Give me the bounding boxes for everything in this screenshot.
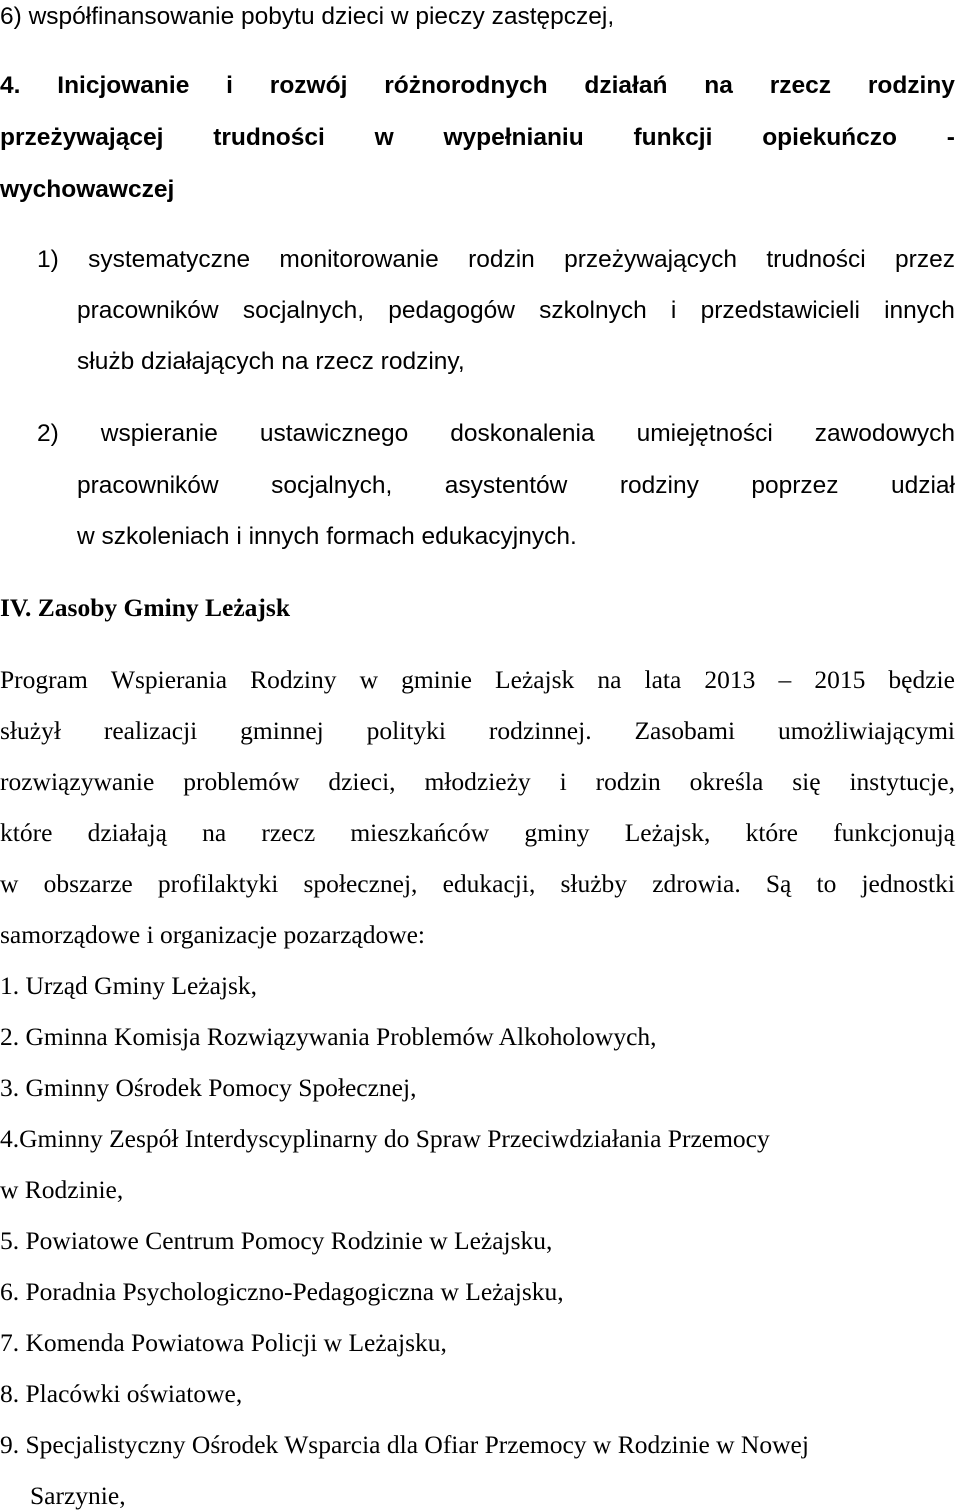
word: instytucje,: [849, 767, 955, 796]
word: na: [202, 818, 227, 847]
paragraph-line: [0, 820, 955, 846]
institution-item-continued: Sarzynie,: [30, 1481, 126, 1510]
word: innych: [884, 297, 955, 324]
word: -: [946, 124, 955, 151]
list-item-line: służb działających na rzecz rodziny,: [77, 348, 465, 375]
word: ustawicznego: [259, 420, 409, 447]
word: Inicjowanie: [57, 72, 190, 99]
word: 2): [37, 420, 59, 447]
word: Program: [0, 665, 88, 694]
word: gminy: [524, 818, 590, 847]
institution-item: 9. Specjalistyczny Ośrodek Wsparcia dla Ofiar Przemocy w Rodzinie w Nowej: [0, 1430, 809, 1459]
word: przeżywającej: [0, 124, 164, 151]
word: Rodziny: [250, 665, 337, 694]
word: lata: [644, 665, 682, 694]
word: pedagogów: [388, 297, 515, 324]
word: mieszkańców: [350, 818, 490, 847]
paragraph-line: [0, 871, 955, 897]
word: różnorodnych: [384, 72, 548, 99]
word: doskonalenia: [450, 420, 595, 447]
word: 2015: [814, 665, 866, 694]
word: opiekuńczo: [762, 124, 897, 151]
word: umiejętności: [636, 420, 773, 447]
institution-item: 4.Gminny Zespół Interdyscyplinarny do Spraw Przeciwdziałania Przemocy: [0, 1124, 770, 1153]
paragraph-line: samorządowe i organizacje pozarządowe:: [0, 920, 426, 949]
word: –: [778, 665, 792, 694]
word: monitorowanie: [279, 246, 439, 273]
word: umożliwiającymi: [777, 716, 955, 745]
word: będzie: [888, 665, 955, 694]
word: trudności: [213, 124, 325, 151]
word: w: [374, 124, 394, 151]
word: rodzin: [595, 767, 661, 796]
word: służył: [0, 716, 61, 745]
list-item-line: w szkoleniach i innych formach edukacyjnych.: [77, 523, 577, 550]
word: socjalnych,: [242, 297, 365, 324]
word: na: [704, 72, 733, 99]
word: Zasobami: [634, 716, 736, 745]
word: dzieci,: [328, 767, 396, 796]
word: się: [792, 767, 821, 796]
word: funkcji: [633, 124, 713, 151]
institution-item: 8. Placówki oświatowe,: [0, 1379, 243, 1408]
paragraph-line: [0, 718, 955, 744]
word: socjalnych,: [271, 472, 393, 499]
word: gminnej: [240, 716, 324, 745]
word: udział: [890, 472, 955, 499]
word: społecznej,: [303, 869, 418, 898]
section-heading-line: [0, 74, 955, 99]
institution-item: 2. Gminna Komisja Rozwiązywania Problemów Alkoholowych,: [0, 1022, 657, 1051]
word: 2013: [704, 665, 756, 694]
word: w: [359, 665, 379, 694]
word: przedstawicieli: [700, 297, 860, 324]
list-item-line: [77, 474, 955, 499]
institution-item: 3. Gminny Ośrodek Pomocy Społecznej,: [0, 1073, 417, 1102]
word: przeżywających: [564, 246, 738, 273]
list-item-line: [37, 422, 955, 447]
word: trudności: [766, 246, 866, 273]
word: polityki: [366, 716, 446, 745]
word: rzecz: [769, 72, 831, 99]
word: przez: [895, 246, 955, 273]
word: poprzez: [751, 472, 839, 499]
word: rozwiązywanie: [0, 767, 155, 796]
word: Wspierania: [110, 665, 228, 694]
word: wspieranie: [100, 420, 218, 447]
word: 1): [37, 246, 59, 273]
section-title: IV. Zasoby Gminy Leżajsk: [0, 593, 291, 622]
word: określa: [689, 767, 764, 796]
word: które: [0, 818, 53, 847]
word: 4.: [0, 72, 21, 99]
word: edukacji,: [442, 869, 536, 898]
word: zawodowych: [814, 420, 955, 447]
section-heading-line: wychowawczej: [0, 176, 175, 203]
word: profilaktyki: [157, 869, 279, 898]
word: Leżajsk,: [624, 818, 711, 847]
paragraph-line: [0, 667, 955, 693]
word: zdrowia.: [652, 869, 741, 898]
word: na: [597, 665, 622, 694]
word: Są: [765, 869, 792, 898]
word: funkcjonują: [833, 818, 955, 847]
word: wypełnianiu: [443, 124, 584, 151]
word: jednostki: [861, 869, 955, 898]
word: rodziny: [867, 72, 955, 99]
word: służby: [560, 869, 628, 898]
word: działają: [87, 818, 167, 847]
word: rodziny: [619, 472, 699, 499]
word: to: [816, 869, 837, 898]
word: w: [0, 869, 19, 898]
section-heading-line: [0, 126, 955, 151]
word: rodzinnej.: [488, 716, 592, 745]
word: i: [670, 297, 677, 324]
word: rodzin: [468, 246, 535, 273]
word: realizacji: [103, 716, 198, 745]
word: gminie: [401, 665, 472, 694]
word: pracowników: [77, 472, 219, 499]
word: które: [745, 818, 798, 847]
word: rzecz: [261, 818, 316, 847]
word: obszarze: [43, 869, 133, 898]
word: asystentów: [444, 472, 568, 499]
word: działań: [584, 72, 668, 99]
institution-item: 6. Poradnia Psychologiczno-Pedagogiczna w Leżajsku,: [0, 1277, 564, 1306]
word: i: [226, 72, 233, 99]
word: pracowników: [77, 297, 219, 324]
word: i: [559, 767, 567, 796]
list-item-line: [37, 248, 955, 273]
word: szkolnych: [539, 297, 647, 324]
list-item-line: [77, 299, 955, 324]
word: problemów: [183, 767, 300, 796]
word: młodzieży: [424, 767, 531, 796]
word: systematyczne: [88, 246, 251, 273]
institution-item: 7. Komenda Powiatowa Policji w Leżajsku,: [0, 1328, 447, 1357]
institution-item: 5. Powiatowe Centrum Pomocy Rodzinie w Leżajsku,: [0, 1226, 553, 1255]
word: Leżajsk: [495, 665, 575, 694]
paragraph-line: [0, 769, 955, 795]
list-item: 6) współfinansowanie pobytu dzieci w pieczy zastępczej,: [0, 3, 615, 30]
word: rozwój: [269, 72, 348, 99]
institution-item-continued: w Rodzinie,: [0, 1175, 124, 1204]
institution-item: 1. Urząd Gminy Leżajsk,: [0, 971, 258, 1000]
